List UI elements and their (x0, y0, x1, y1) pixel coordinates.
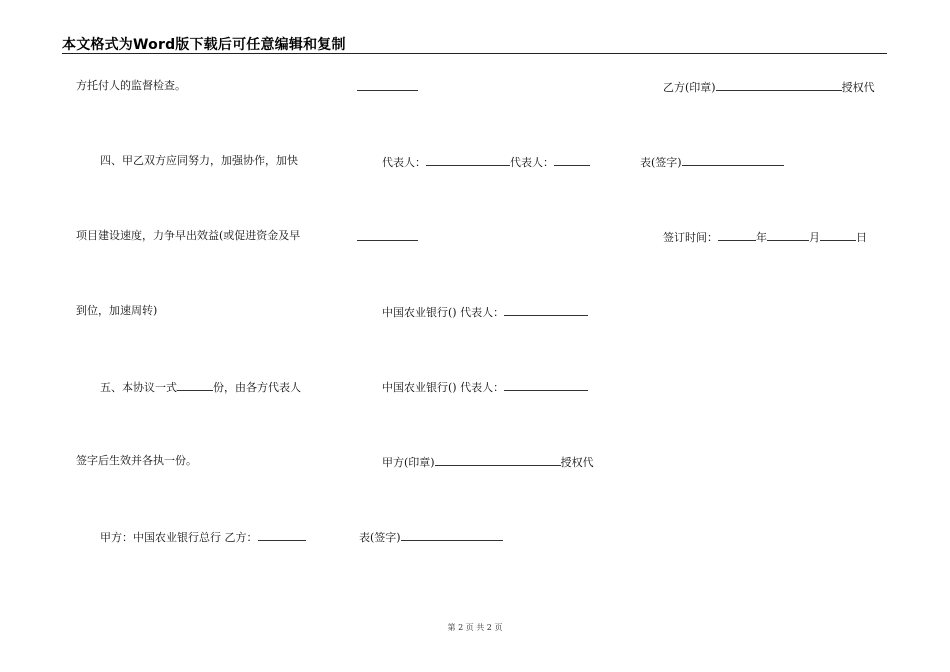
left-line-4: 到位，加速周转) (76, 304, 158, 317)
left-line-7-sign-text: 表(签字) (359, 531, 401, 544)
left-line-7 (100, 529, 306, 545)
copies-blank (177, 379, 213, 391)
right-line-2 (640, 154, 784, 170)
party-b-sign-blank (682, 154, 784, 166)
left-line-1: 方托付人的监督检查。 (76, 79, 186, 92)
document-header-title: 本文格式为Word版下载后可任意编辑和复制 (62, 37, 346, 53)
sign-date-line (663, 229, 867, 245)
left-line-3: 项目建设速度，力争早出效益(或促进资金及早 (76, 229, 301, 242)
right-line-1 (663, 79, 875, 95)
left-line-2: 四、甲乙双方应同努力，加强协作，加快 (100, 154, 298, 167)
abc-representative-label-1: 中国农业银行() 代表人： (382, 306, 505, 319)
left-line-5-text-b: 份，由各方代表人 (213, 381, 301, 394)
left-line-7-text-a: 甲方：中国农业银行总行 乙方： (100, 531, 258, 544)
representative-label-a: 代表人： (382, 156, 426, 169)
party-b-authorized-label: 授权代 (841, 81, 875, 94)
middle-line-5 (382, 379, 588, 395)
sign-date-label: 签订时间： (663, 231, 718, 244)
representative-label-b: 代表人： (510, 156, 554, 169)
party-b-blank (258, 529, 306, 541)
middle-blank-1 (357, 90, 418, 91)
day-blank (820, 229, 856, 241)
middle-line-6 (382, 454, 594, 470)
abc-representative-blank-2 (504, 379, 588, 391)
year-blank (718, 229, 756, 241)
month-label: 月 (809, 231, 820, 244)
abc-representative-blank-1 (504, 304, 588, 316)
representative-blank-a (426, 154, 510, 166)
year-label: 年 (756, 231, 767, 244)
left-line-5 (100, 379, 301, 395)
signature-blank-bottom (401, 529, 503, 541)
header-divider (62, 53, 887, 54)
left-line-7-sign (359, 529, 503, 545)
month-blank (767, 229, 809, 241)
page-number-footer: 第 2 页 共 2 页 (447, 623, 503, 632)
day-label: 日 (856, 231, 867, 244)
party-b-seal-blank (716, 79, 842, 91)
abc-representative-label-2: 中国农业银行() 代表人： (382, 381, 505, 394)
left-line-5-text-a: 五、本协议一式 (100, 381, 177, 394)
middle-line-4 (382, 304, 588, 320)
party-b-seal-label: 乙方(印章) (663, 81, 716, 94)
party-a-authorized-label: 授权代 (560, 456, 594, 469)
party-a-seal-blank (435, 454, 561, 466)
party-a-seal-label: 甲方(印章) (382, 456, 435, 469)
middle-line-2 (382, 154, 590, 170)
representative-blank-b (554, 154, 590, 166)
party-b-sign-label: 表(签字) (640, 156, 682, 169)
left-line-6: 签字后生效并各执一份。 (76, 454, 197, 467)
middle-blank-3 (357, 240, 418, 241)
